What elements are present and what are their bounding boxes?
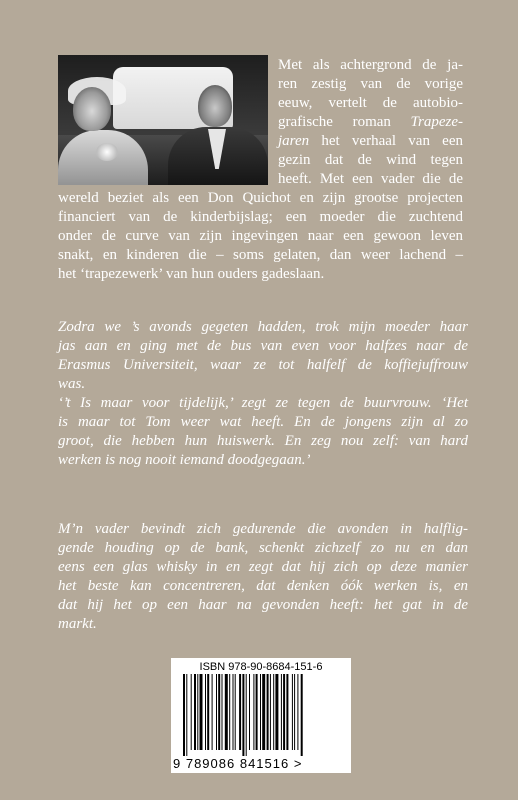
barcode-bar [292, 674, 293, 750]
barcode-bar [281, 674, 282, 750]
barcode-bar [197, 674, 198, 750]
blurb-line: gezin dat de wind tegen [278, 152, 463, 168]
barcode-bar [301, 674, 303, 756]
blurb-line-title: jaren het verhaal van een [278, 133, 463, 149]
barcode-bar [260, 674, 261, 750]
blurb-line-title: grafische roman Trapeze- [278, 114, 463, 130]
barcode-bar [256, 674, 258, 750]
barcode-bar [207, 674, 209, 750]
excerpt-line: jas aan en ging met de bus van even voor halfzes naar de [58, 338, 468, 354]
ean-digits: 9 789086 841516 > [173, 756, 303, 771]
barcode-bar [267, 674, 269, 750]
barcode-bar [222, 674, 223, 750]
excerpt-line: eens een glas whisky in en zegt dat hij zich op deze manier [58, 559, 468, 575]
blurb-line: snakt, en kinderen die – soms gelaten, dan weer lachend – [58, 247, 463, 263]
excerpt-line: gende houding op de bank, schenkt zichzelf zo nu en dan [58, 540, 468, 556]
barcode-bar [194, 674, 196, 750]
barcode-bar [246, 674, 247, 756]
blurb-line: onder de curve van zijn ingevingen naar een gewoon leven [58, 228, 463, 244]
barcode-bar [273, 674, 274, 750]
barcode-bar [233, 674, 234, 750]
barcode-bars [183, 674, 339, 756]
barcode-bar [183, 674, 185, 756]
isbn-label: ISBN 978-90-8684-151-6 [199, 661, 323, 673]
excerpt-line: groot, die hebben hun huiswerk. En zeg nou zelf: van hard [58, 433, 468, 449]
excerpt-line: is maar tot Tom weer wat heeft. En de jongens zijn al zo [58, 414, 468, 430]
barcode-bar [249, 674, 250, 750]
excerpt-line: Zodra we ’s avonds gegeten hadden, trok mijn moeder haar [58, 319, 468, 335]
barcode-bar [275, 674, 278, 750]
excerpt-line: Erasmus Universiteit, waar ze tot halfelf de koffiejuffrouw [58, 357, 468, 373]
barcode-bar [283, 674, 285, 750]
blurb-line: heeft. Met een vader die de [278, 171, 463, 187]
excerpt-line: het beste kan concentreren, dat denken óók werken is, en [58, 578, 468, 594]
blurb-line: Met als achtergrond de ja- [278, 57, 463, 73]
barcode-bar [218, 674, 220, 750]
excerpt-line: markt. [58, 616, 97, 632]
barcode-bar [186, 674, 187, 756]
barcode-bar [205, 674, 206, 750]
excerpt-paragraph-2 [58, 520, 468, 634]
barcode-bar [297, 674, 298, 750]
barcode-bar [216, 674, 217, 750]
barcode-bar [239, 674, 241, 750]
blurb-line: eeuw, vertelt de autobio- [278, 95, 463, 111]
isbn-barcode [171, 658, 351, 773]
blurb-line: financiert van de kinderbijslag; een moeder die zuchtend [58, 209, 463, 225]
barcode-bar [235, 674, 236, 750]
excerpt-paragraph-1 [58, 318, 468, 470]
blurb-line: ren zestig van de vorige [278, 76, 463, 92]
barcode-bar [229, 674, 230, 750]
blurb-paragraph [0, 0, 518, 300]
excerpt-line: dat hij het op een haar na gevonden heeft: het gat in de [58, 597, 468, 613]
barcode-bar [294, 674, 295, 750]
excerpt-line: werken is nog nooit iemand doodgegaan.’ [58, 452, 311, 468]
barcode-bar [225, 674, 228, 750]
barcode-bar [286, 674, 288, 750]
barcode-bar [191, 674, 192, 750]
barcode-bar [253, 674, 254, 750]
excerpt-line: M’n vader bevindt zich gedurende die avonden in halflig- [58, 521, 468, 537]
blurb-line: wereld beziet als een Don Quichot en zijn grootse projecten [58, 190, 463, 206]
barcode-bar [270, 674, 271, 750]
barcode-bar [212, 674, 213, 750]
barcode-bar [262, 674, 265, 750]
barcode-bar [242, 674, 244, 756]
excerpt-line: ‘’t Is maar voor tijdelijk,’ zegt ze tegen de buurvrouw. ‘Het [58, 395, 468, 411]
barcode-bar [200, 674, 203, 750]
blurb-line: het ‘trapezewerk’ van hun ouders gadeslaan. [58, 266, 325, 282]
excerpt-line: was. [58, 376, 86, 392]
